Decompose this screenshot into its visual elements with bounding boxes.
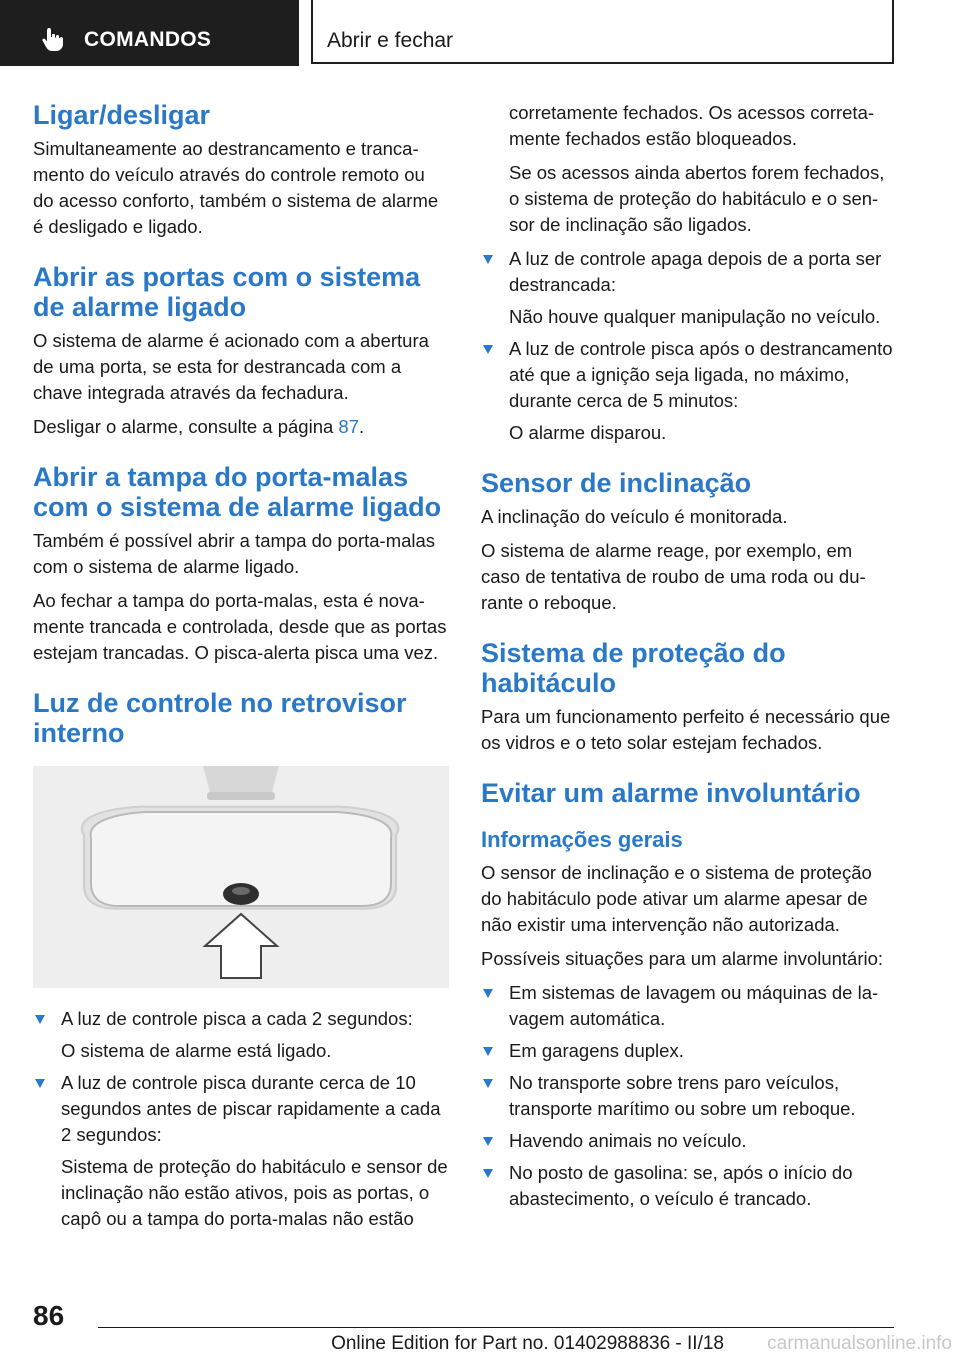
heading-sensor-inclinacao: Sensor de inclinação	[481, 468, 752, 498]
paragraph: O sensor de inclinação e o sistema de proteção do habitáculo pode ativar um alarme apesar de não existir uma intervenção não autorizada.	[481, 862, 872, 935]
mirror-illustration	[33, 766, 449, 988]
section-luz-controle	[33, 688, 449, 1232]
paragraph: O sistema de alarme reage, por exemplo, em caso de tentativa de roubo de uma roda ou durante o reboque.	[481, 540, 866, 613]
hand-pointer-icon	[40, 26, 66, 52]
triangle-bullet-icon	[483, 255, 493, 264]
section-tab	[0, 0, 299, 66]
chapter-header	[311, 0, 894, 64]
left-column	[33, 100, 449, 1240]
list-item	[481, 980, 895, 1032]
continued-text: corretamente fechados. Os acessos corretamente fechados estão bloqueados.	[509, 102, 875, 149]
triangle-bullet-icon	[483, 345, 493, 354]
triangle-bullet-icon	[35, 1079, 45, 1088]
rearview-mirror-image	[33, 766, 449, 988]
list-item-text: A luz de controle pisca após o destrancamento até que a ignição seja ligada, no máximo, durante cerca de 5 minutos:	[509, 338, 893, 411]
section-sensor-inclinacao	[481, 468, 895, 616]
chapter-title: Abrir e fechar	[327, 29, 454, 52]
ref-text: Desligar o alarme, consulte a página	[33, 416, 339, 437]
section-ligar-desligar	[33, 100, 449, 240]
section-protecao-habitaculo	[481, 638, 895, 756]
list-item-text: Havendo animais no veículo.	[509, 1130, 747, 1151]
footer-divider	[98, 1327, 894, 1328]
list-item-text: Em garagens duplex.	[509, 1040, 684, 1061]
ref-suffix: .	[359, 416, 365, 437]
paragraph: Ao fechar a tampa do porta-malas, esta é novamente trancada e controlada, desde que as portas estejam trancadas. O pisca-alerta pisca uma vez.	[33, 590, 447, 663]
list-item	[481, 1128, 895, 1154]
triangle-bullet-icon	[483, 1137, 493, 1146]
list-item	[481, 1070, 895, 1122]
situations-list	[481, 980, 895, 1212]
paragraph: Simultaneamente ao destrancamento e trancamento do veículo através do controle remoto ou do acesso conforto, também o sistema de alarme é desligado e ligado.	[33, 138, 439, 237]
list-item	[33, 1006, 449, 1064]
paragraph: A inclinação do veículo é monitorada.	[481, 506, 788, 527]
section-evitar-alarme	[481, 778, 895, 1212]
list-item-text: No posto de gasolina: se, após o início do abastecimento, o veículo é trancado.	[509, 1162, 853, 1209]
list-item	[33, 1070, 449, 1232]
indicator-list	[33, 1006, 449, 1232]
triangle-bullet-icon	[483, 1169, 493, 1178]
list-item-sub: Sistema de proteção do habitáculo e sensor de inclinação não estão ativos, pois as portas, o capô ou a tampa do porta-malas não estão	[61, 1156, 448, 1229]
section-label: COMANDOS	[84, 28, 212, 51]
heading-ligar-desligar: Ligar/desligar	[33, 100, 211, 130]
heading-abrir-portas: Abrir as portas com o sistema de alarme ligado	[33, 262, 421, 322]
heading-evitar-alarme: Evitar um alarme involuntário	[481, 778, 861, 808]
continued-text: Se os acessos ainda abertos forem fechados, o sistema de proteção do habitáculo e o sensor de inclinação são ligados.	[509, 162, 885, 235]
list-item	[481, 336, 895, 446]
list-item	[481, 1160, 895, 1212]
list-item-text: A luz de controle pisca a cada 2 segundos:	[61, 1008, 413, 1029]
list-item-text: Em sistemas de lavagem ou máquinas de lavagem automática.	[509, 982, 879, 1029]
subheading-informacoes-gerais: Informações gerais	[481, 827, 683, 852]
list-item-sub: Não houve qualquer manipulação no veículo.	[509, 306, 881, 327]
watermark: carmanualsonline.info	[767, 1333, 952, 1354]
heading-luz-controle: Luz de controle no retrovisor interno	[33, 688, 407, 748]
indicator-list-continued	[481, 246, 895, 446]
list-item	[481, 1038, 895, 1064]
page-link[interactable]: 87	[338, 416, 359, 437]
triangle-bullet-icon	[483, 989, 493, 998]
list-item-text: A luz de controle apaga depois de a porta ser destrancada:	[509, 248, 882, 295]
list-item-sub: O sistema de alarme está ligado.	[61, 1040, 332, 1061]
triangle-bullet-icon	[483, 1047, 493, 1056]
section-tampa-porta-malas	[33, 462, 449, 666]
edition-label: Online Edition for Part no. 01402988836 - II/18	[331, 1333, 724, 1354]
list-item-sub: O alarme disparou.	[509, 422, 667, 443]
list-item-text: No transporte sobre trens paro veículos, transporte marítimo ou sobre um reboque.	[509, 1072, 856, 1119]
list-item	[481, 246, 895, 330]
triangle-bullet-icon	[483, 1079, 493, 1088]
paragraph: Também é possível abrir a tampa do porta-malas com o sistema de alarme ligado.	[33, 530, 436, 577]
heading-tampa-porta-malas: Abrir a tampa do porta-malas com o sistema de alarme ligado	[33, 462, 442, 522]
paragraph-page-ref	[33, 414, 449, 440]
page-number: 86	[33, 1300, 65, 1331]
list-item-text: A luz de controle pisca durante cerca de 10 segundos antes de piscar rapidamente a cada 2 segundos:	[61, 1072, 441, 1145]
triangle-bullet-icon	[35, 1015, 45, 1024]
right-column	[481, 100, 895, 1220]
section-abrir-portas	[33, 262, 449, 440]
paragraph: Possíveis situações para um alarme involuntário:	[481, 948, 884, 969]
heading-protecao-habitaculo: Sistema de proteção do habitáculo	[481, 638, 786, 698]
paragraph: O sistema de alarme é acionado com a abertura de uma porta, se esta for destrancada com a chave integrada através da fechadura.	[33, 330, 429, 403]
paragraph: Para um funcionamento perfeito é necessário que os vidros e o teto solar estejam fechados.	[481, 706, 891, 753]
